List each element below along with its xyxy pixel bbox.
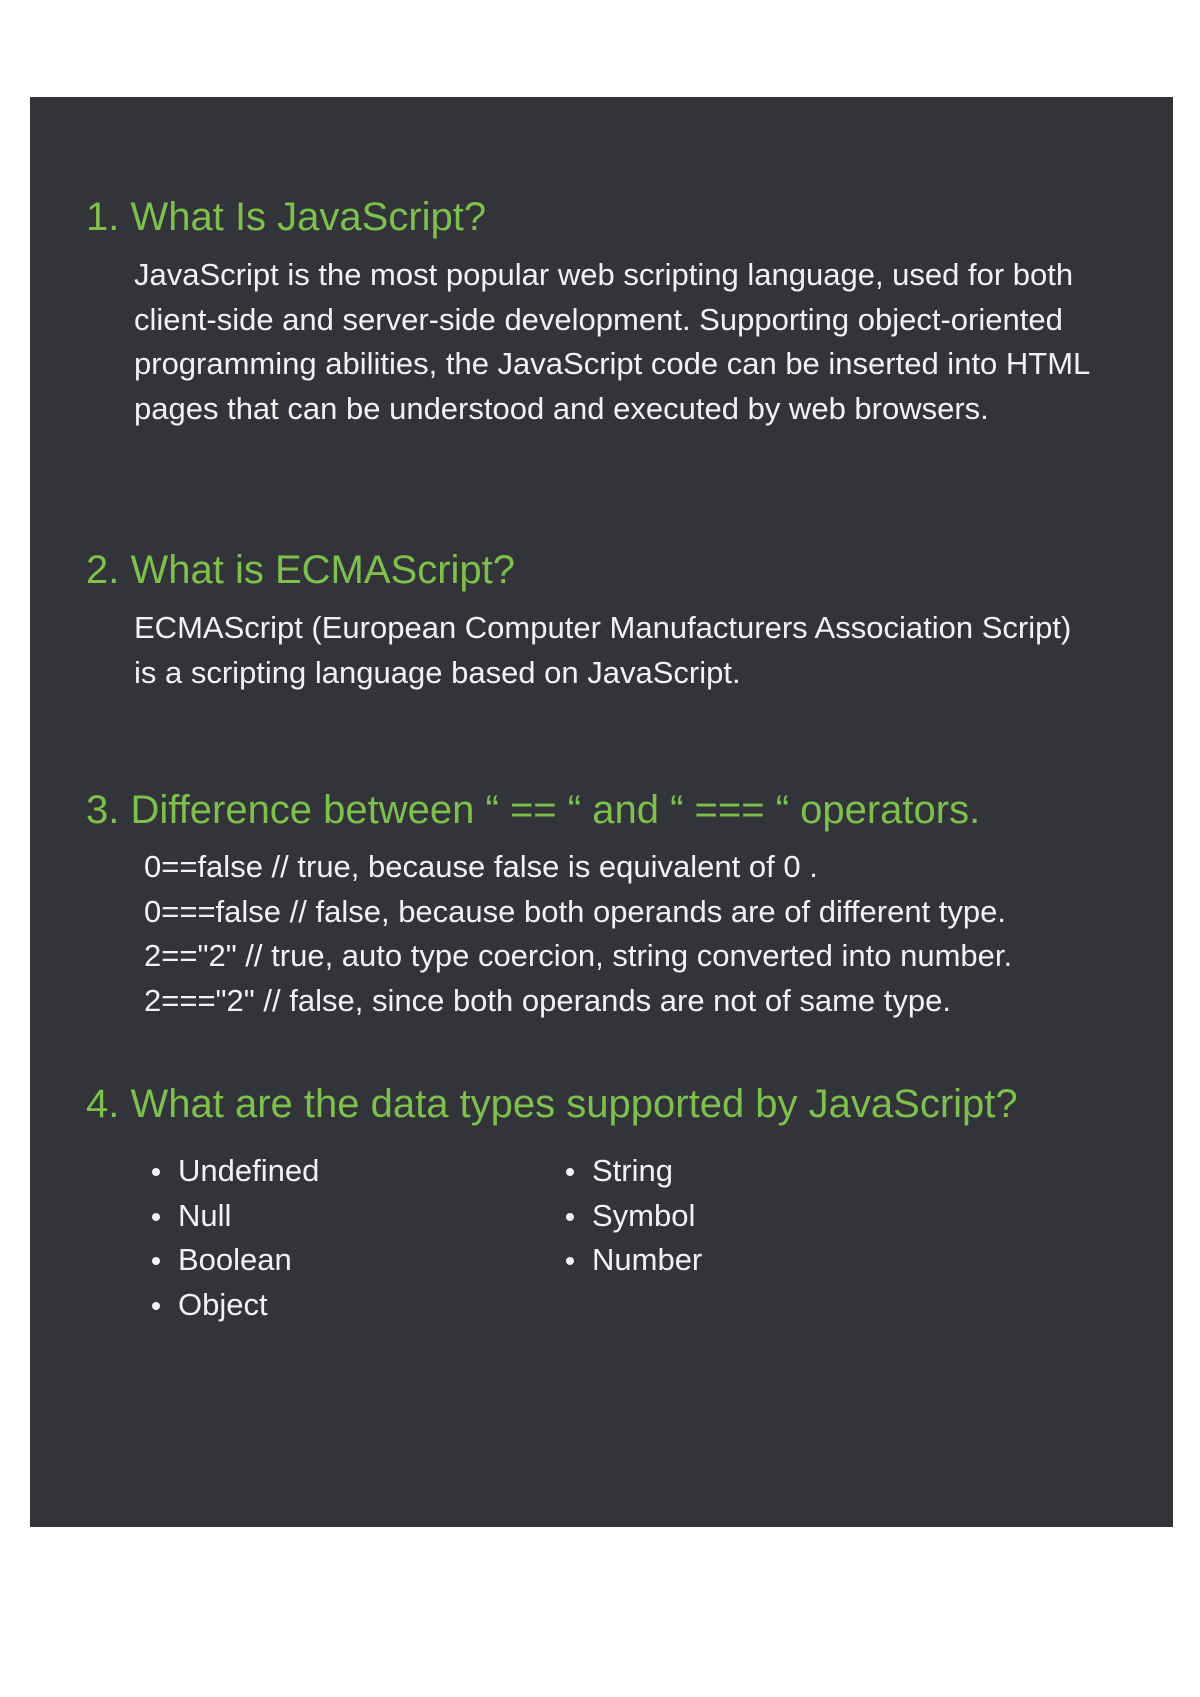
data-types-list-left — [148, 1149, 319, 1327]
section-4-heading: 4. What are the data types supported by JavaScript? — [86, 1082, 1018, 1126]
data-type-item: Boolean — [148, 1238, 319, 1283]
section-1-body: JavaScript is the most popular web scripting language, used for both client-side and server-side development. Supporting object-oriented programming abilities, the JavaScript code can be inserted into HTML pages that can be understood and executed by web browsers. — [134, 257, 1090, 426]
data-type-item: String — [562, 1149, 702, 1194]
operator-example-line: 0===false // false, because both operands are of different type. — [144, 893, 1006, 929]
data-types-list-right — [562, 1149, 702, 1283]
operator-examples — [144, 845, 1012, 1023]
data-type-item: Symbol — [562, 1194, 702, 1239]
data-type-item: Number — [562, 1238, 702, 1283]
section-2-heading: 2. What is ECMAScript? — [86, 548, 516, 592]
data-type-item: Null — [148, 1194, 319, 1239]
operator-example-line: 2=="2" // true, auto type coercion, string converted into number. — [144, 938, 1013, 973]
data-type-item: Undefined — [148, 1149, 319, 1194]
section-1-heading: 1. What Is JavaScript? — [86, 195, 487, 239]
section-2-body: ECMAScript (European Computer Manufacturers Association Script) is a scripting language based on JavaScript. — [134, 610, 1072, 690]
section-3-heading: 3. Difference between “ == “ and “ === “ operators. — [86, 788, 981, 832]
data-type-item: Object — [148, 1283, 319, 1328]
content-card — [30, 97, 1173, 1527]
operator-example-line: 0==false // true, because false is equivalent of 0 . — [144, 849, 818, 884]
operator-example-line: 2==="2" // false, since both operands are not of same type. — [144, 982, 951, 1018]
